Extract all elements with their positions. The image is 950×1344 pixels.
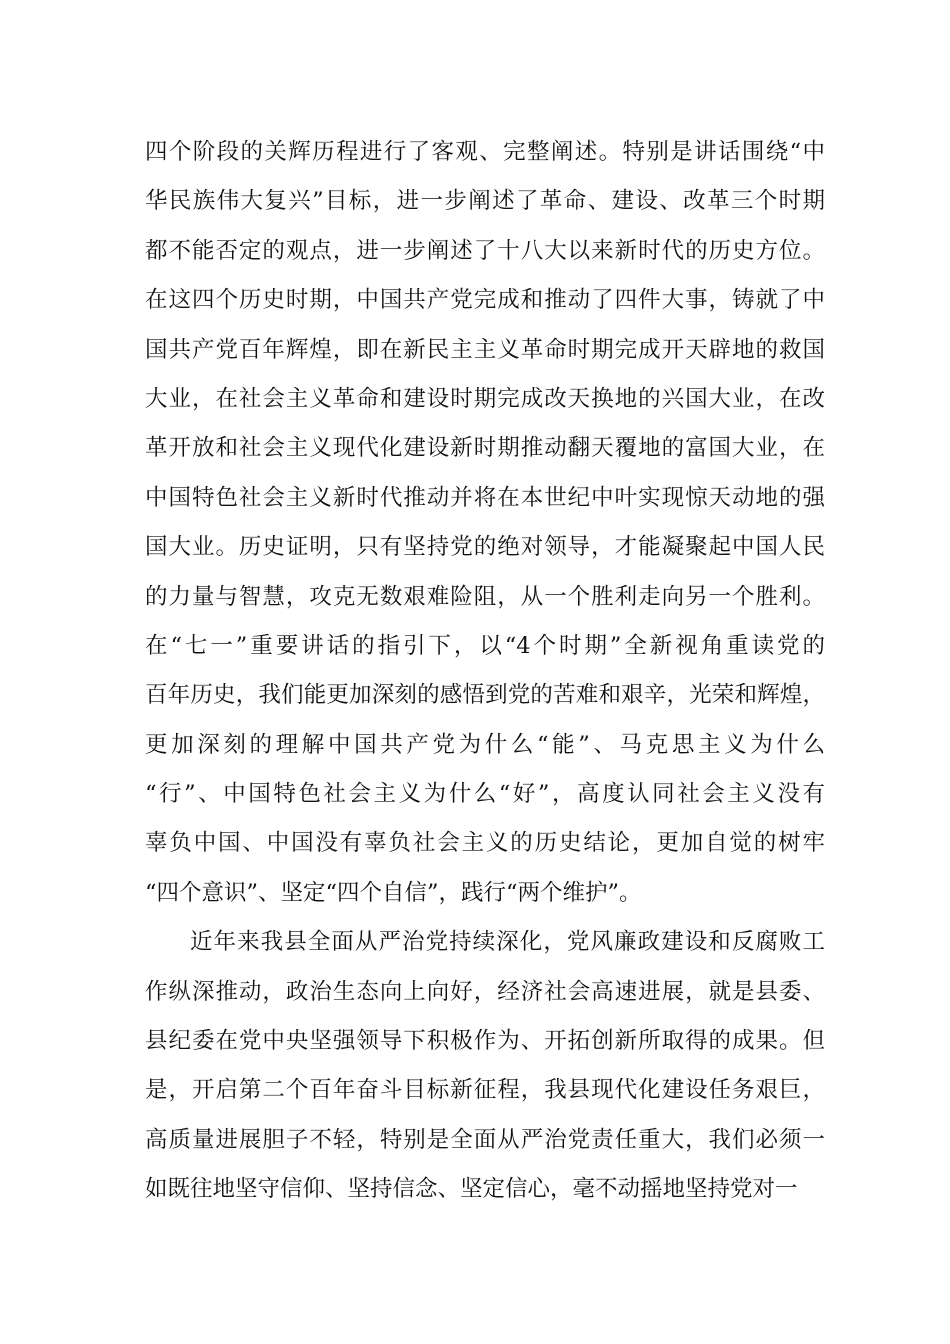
text-line: 百年历史，我们能更加深刻的感悟到党的苦难和艰辛，光荣和辉煌， [145, 682, 825, 709]
text-line: 更加深刻的理解中国共产党为什么“能”、马克思主义为什么 [145, 731, 825, 758]
text-line: 辜负中国、中国没有辜负社会主义的历史结论，更加自觉的树牢 [145, 830, 825, 857]
paragraph [145, 132, 825, 922]
text-line: 大业，在社会主义革命和建设时期完成改天换地的兴国大业，在改 [145, 385, 825, 412]
text-line: 在“七一”重要讲话的指引下，以“4个时期”全新视角重读党的 [145, 632, 825, 659]
text-line: 革开放和社会主义现代化建设新时期推动翻天覆地的富国大业，在 [145, 435, 825, 462]
text-line: 县纪委在党中央坚强领导下积极作为、开拓创新所取得的成果。但 [145, 1028, 825, 1055]
text-line: 的力量与智慧，攻克无数艰难险阻，从一个胜利走向另一个胜利。 [145, 583, 825, 610]
text-line: 国大业。历史证明，只有坚持党的绝对领导，才能凝聚起中国人民 [145, 534, 825, 561]
text-line: 在这四个历史时期，中国共产党完成和推动了四件大事，铸就了中 [145, 287, 825, 314]
text-line: 中国特色社会主义新时代推动并将在本世纪中叶实现惊天动地的强 [145, 484, 825, 511]
text-line: 高质量进展胆子不轻，特别是全面从严治党责任重大，我们必须一 [145, 1126, 825, 1153]
text-line: 如既往地坚守信仰、坚持信念、坚定信心，毫不动摇地坚持党对一 [145, 1176, 798, 1203]
text-line: “行”、中国特色社会主义为什么“好”，高度认同社会主义没有 [145, 781, 825, 808]
text-line: 近年来我县全面从严治党持续深化，党风廉政建设和反腐败工 [190, 929, 825, 956]
text-line: 都不能否定的观点，进一步阐述了十八大以来新时代的历史方位。 [145, 237, 825, 264]
text-line: 是，开启第二个百年奋斗目标新征程，我县现代化建设任务艰巨， [145, 1077, 825, 1104]
text-line: 国共产党百年辉煌，即在新民主主义革命时期完成开天辟地的救国 [145, 336, 825, 363]
text-line: “四个意识”、坚定“四个自信”，践行“两个维护”。 [145, 879, 642, 906]
document-body [145, 132, 825, 1219]
paragraph [145, 922, 825, 1218]
text-line: 四个阶段的关辉历程进行了客观、完整阐述。特别是讲话围绕“中 [145, 139, 825, 165]
text-line: 作纵深推动，政治生态向上向好，经济社会高速进展，就是县委、 [145, 978, 825, 1005]
text-line: 华民族伟大复兴”目标，进一步阐述了革命、建设、改革三个时期 [145, 188, 825, 215]
